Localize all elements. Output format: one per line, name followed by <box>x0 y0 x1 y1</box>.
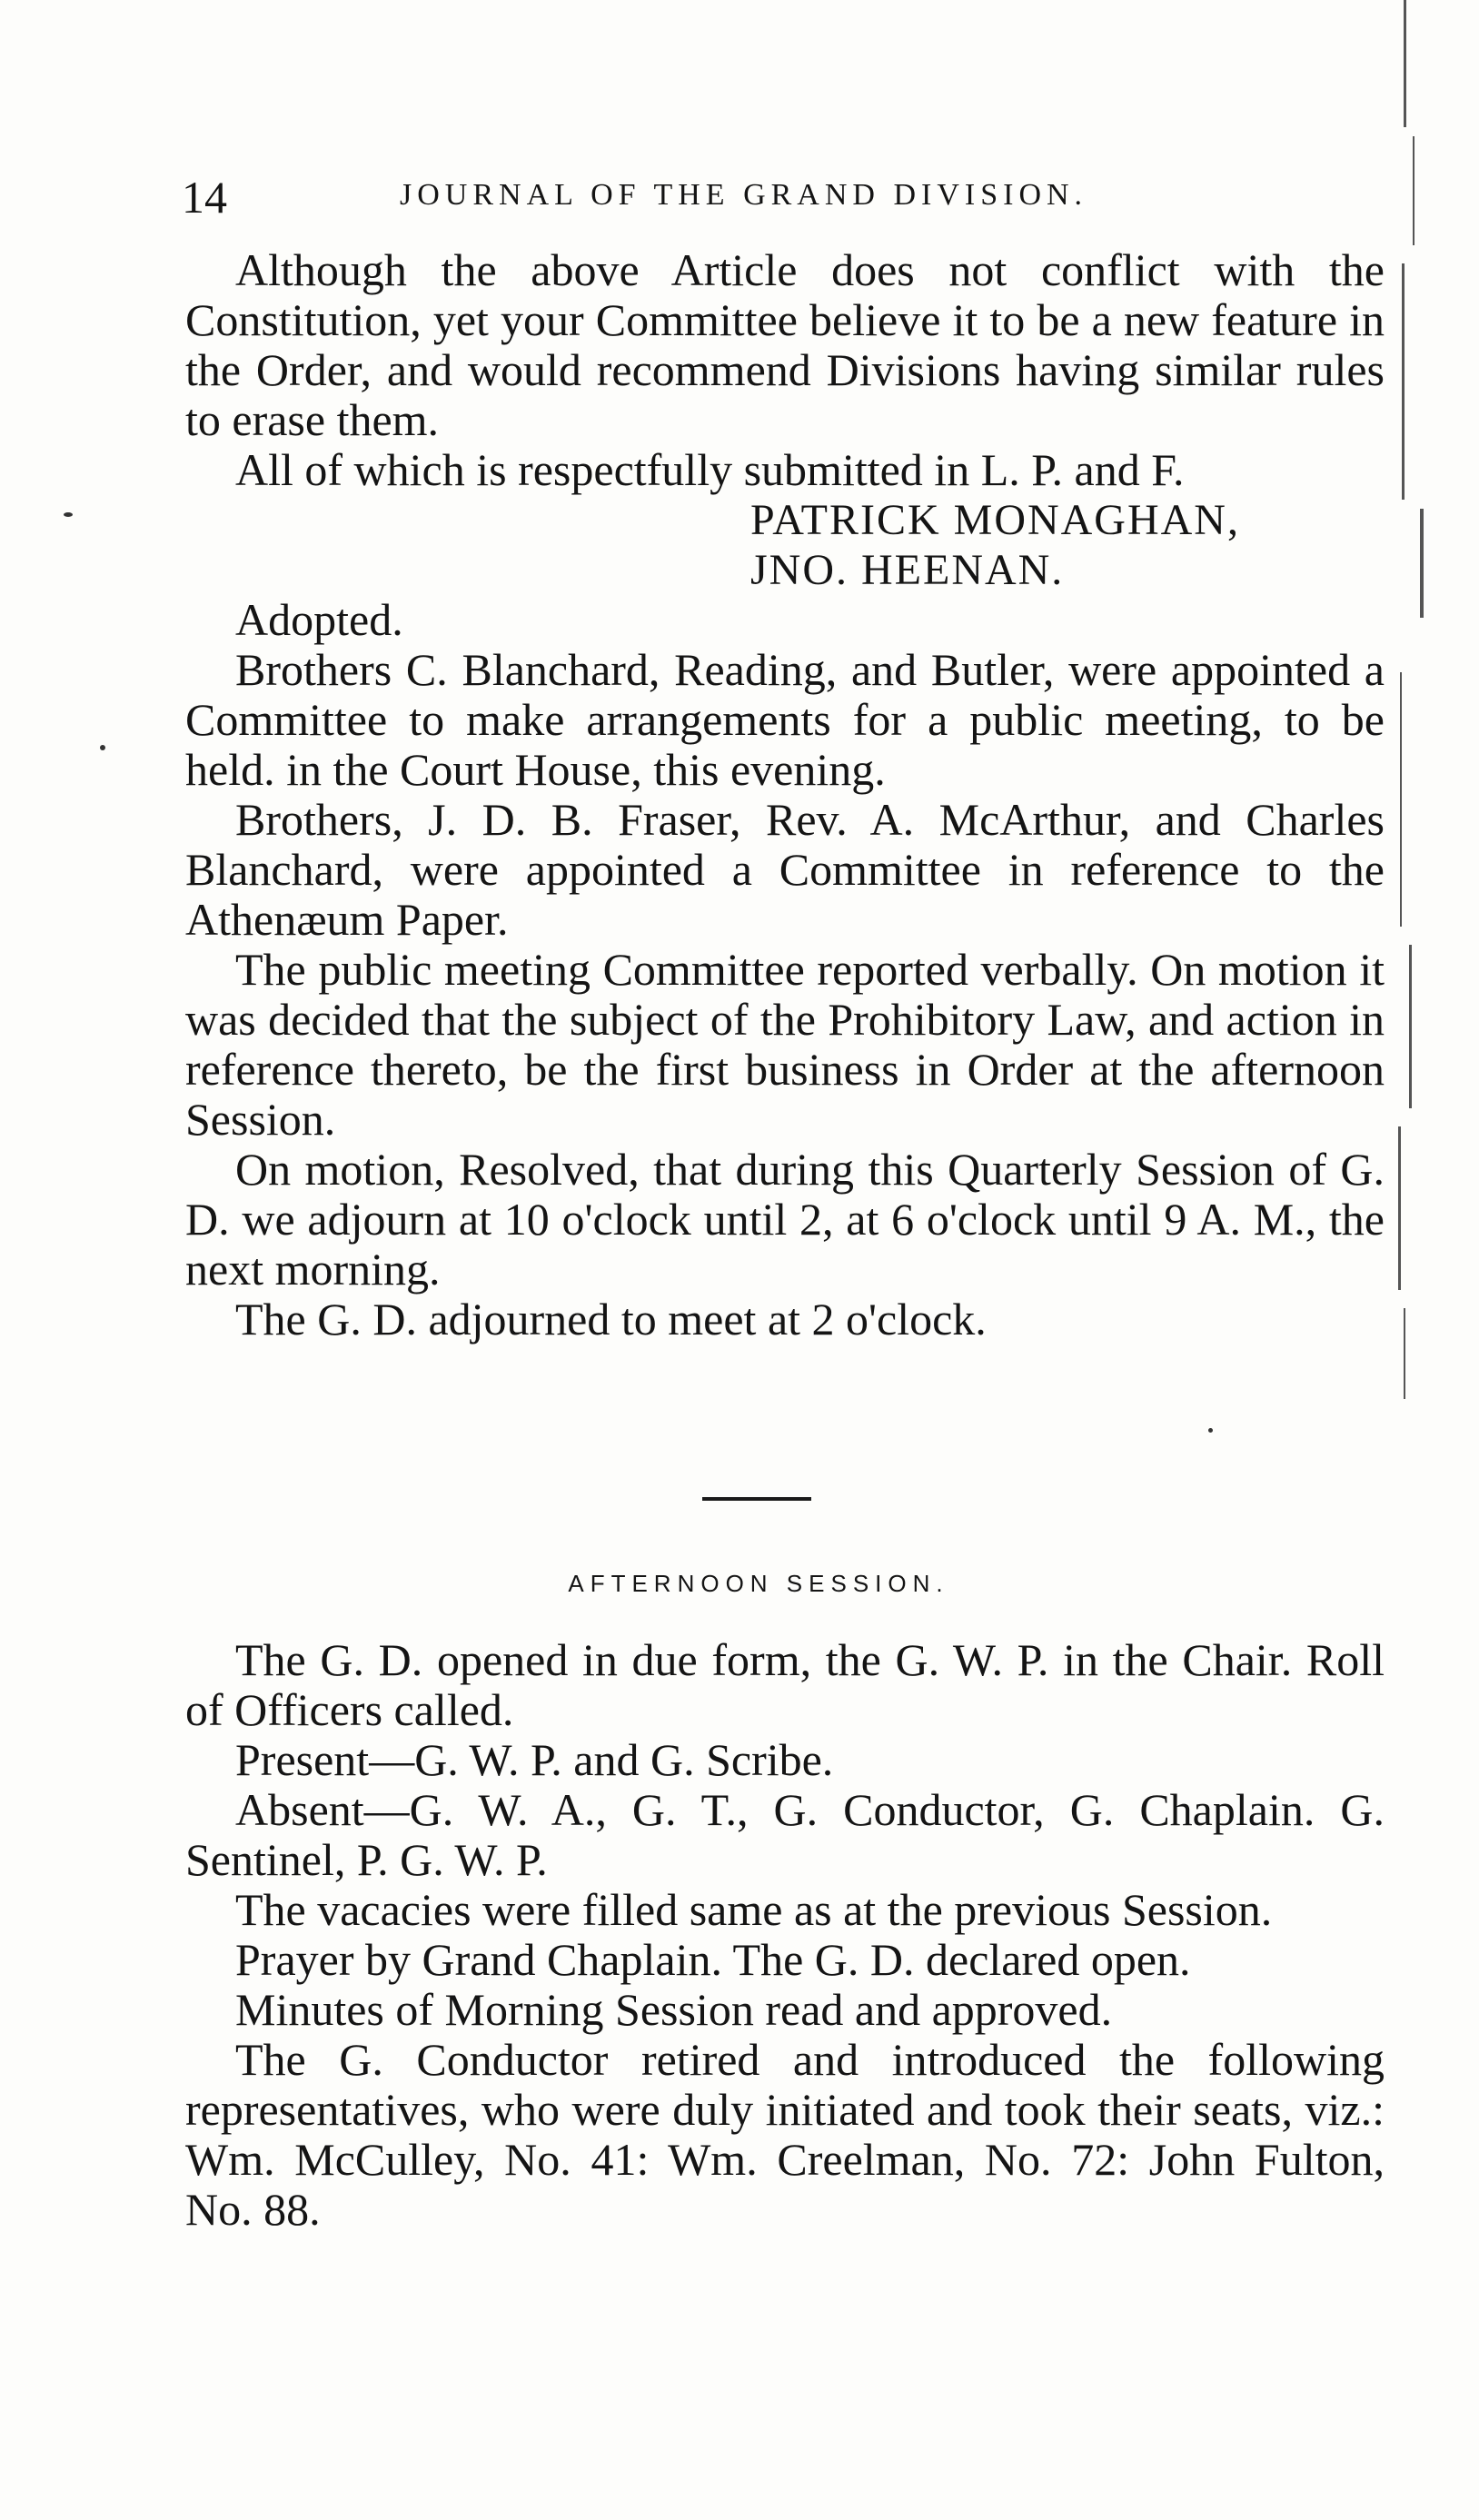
running-head <box>182 171 1399 225</box>
minutes-paragraph: The public meeting Committee reported verbally. On motion it was decided that the subject of the Prohibitory Law, and action in reference thereto, be the first business in Order at the afternoon Session. <box>185 944 1385 1145</box>
committee-report-section <box>185 245 1385 1344</box>
signature-patrick-monaghan: PATRICK MONAGHAN, <box>750 496 1240 544</box>
session-paragraph: Present—G. W. P. and G. Scribe. <box>235 1734 834 1785</box>
running-head-title: JOURNAL OF THE GRAND DIVISION. <box>400 178 1088 212</box>
session-paragraph: Absent—G. W. A., G. T., G. Conductor, G. Chaplain. G. Sentinel, P. G. W. P. <box>185 1784 1385 1885</box>
session-paragraph: The G. D. opened in due form, the G. W. P. in the Chair. Roll of Officers called. <box>185 1634 1385 1735</box>
scan-speck <box>1208 1428 1213 1433</box>
minutes-paragraph: Brothers, J. D. B. Fraser, Rev. A. McArthur, and Charles Blanchard, were appointed a Committee in reference to the Athenæum Paper. <box>185 794 1385 945</box>
session-paragraph: Prayer by Grand Chaplain. The G. D. declared open. <box>235 1934 1191 1985</box>
minutes-paragraph: On motion, Resolved, that during this Quarterly Session of G. D. we adjourn at 10 o'clock until 2, at 6 o'clock until 9 A. M., the next morning. <box>185 1144 1385 1295</box>
afternoon-session-section <box>185 1635 1385 2235</box>
report-paragraph: Although the above Article does not conflict with the Constitution, yet your Committee believe it to be a new feature in the Order, and would recommend Divisions having similar rules to erase them. <box>185 244 1385 445</box>
afternoon-session-heading: AFTERNOON SESSION. <box>568 1570 949 1597</box>
report-paragraph: All of which is respectfully submitted in L. P. and F. <box>235 444 1185 495</box>
minutes-paragraph: Adopted. <box>235 594 403 645</box>
committee-signatures <box>185 495 1385 595</box>
scan-speck <box>64 512 73 517</box>
session-paragraph: Minutes of Morning Session read and approved. <box>235 1984 1113 2035</box>
page-number: 14 <box>182 172 227 223</box>
session-paragraph: The G. Conductor retired and introduced the following representatives, who were duly initiated and took their seats, viz.: Wm. McCulley, No. 41: Wm. Creelman, No. 72: John Fulton, No. 88. <box>185 2034 1385 2235</box>
signature-jno-heenan: JNO. HEENAN. <box>750 546 1065 594</box>
minutes-paragraph: Brothers C. Blanchard, Reading, and Butler, were appointed a Committee to make arrangements for a public meeting, to be held. in the Court House, this evening. <box>185 644 1385 795</box>
session-paragraph: The vacacies were filled same as at the previous Session. <box>235 1884 1273 1935</box>
minutes-paragraph: The G. D. adjourned to meet at 2 o'clock. <box>235 1294 987 1344</box>
scan-speck <box>100 745 105 750</box>
section-divider <box>702 1497 811 1501</box>
scan-edge-marks <box>1395 0 1479 1453</box>
